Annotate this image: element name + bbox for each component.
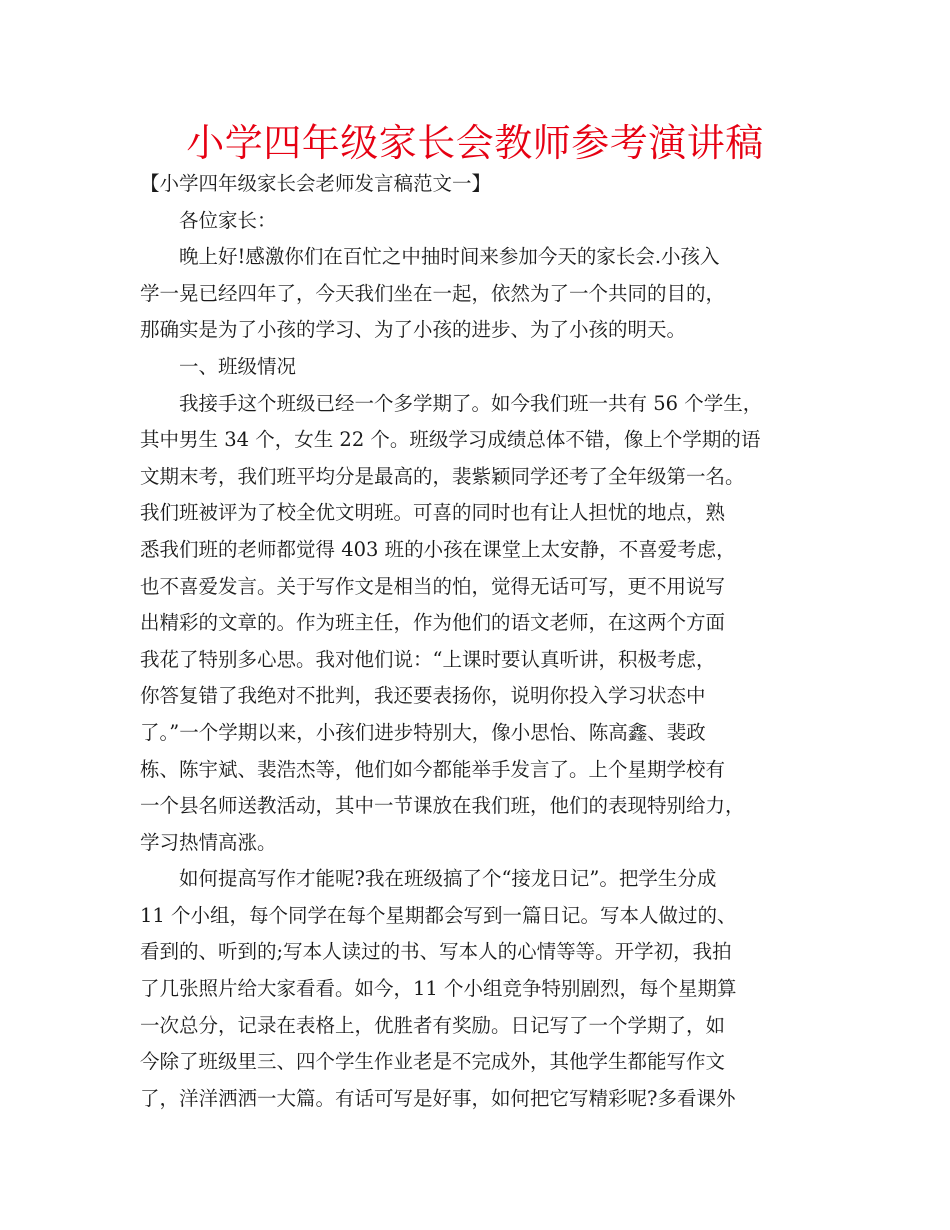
- paragraph-line: 看到的、听到的;写本人读过的书、写本人的心情等等。开学初，我拍: [140, 940, 732, 964]
- paragraph-line: 其中男生 34 个，女生 22 个。班级学习成绩总体不错，像上个学期的语: [140, 428, 761, 452]
- document-body: [140, 166, 820, 1117]
- paragraph-line: 今除了班级里三、四个学生作业老是不完成外，其他学生都能写作文: [140, 1050, 726, 1074]
- paragraph-line: 了几张照片给大家看看。如今，11 个小组竞争特别剧烈，每个星期算: [140, 977, 737, 1001]
- paragraph-line: 那确实是为了小孩的学习、为了小孩的进步、为了小孩的明天。: [140, 318, 687, 342]
- paragraph-line: 一个县名师送教活动，其中一节课放在我们班，他们的表现特别给力，: [140, 794, 745, 818]
- paragraph-line: 我花了特别多心思。我对他们说：“上课时要认真听讲，积极考虑，: [140, 647, 716, 671]
- paragraph-line: 11 个小组，每个同学在每个星期都会写到一篇日记。写本人做过的、: [140, 903, 737, 927]
- document-subtitle: [140, 166, 820, 203]
- paragraph-line: 了，洋洋洒洒一大篇。有话可写是好事，如何把它写精彩呢?多看课外: [140, 1086, 736, 1110]
- paragraph-class-status: [140, 386, 820, 862]
- section-heading: [140, 349, 820, 386]
- paragraph-line: 我们班被评为了校全优文明班。可喜的同时也有让人担忧的地点，熟: [140, 501, 726, 525]
- paragraph-line: 学一晃已经四年了，今天我们坐在一起，依然为了一个共同的目的，: [140, 281, 726, 305]
- paragraph-line: 出精彩的文章的。作为班主任，作为他们的语文老师，在这两个方面: [140, 611, 726, 635]
- salutation-line: 各位家长：: [179, 208, 277, 232]
- subtitle-line: 【小学四年级家长会老师发言稿范文一】: [140, 172, 492, 195]
- paragraph-line: 也不喜爱发言。关于写作文是相当的怕，觉得无话可写，更不用说写: [140, 574, 726, 598]
- paragraph-line: 你答复错了我绝对不批判，我还要表扬你，说明你投入学习状态中: [140, 684, 706, 708]
- paragraph-line: 如何提高写作才能呢?我在班级搞了个“接龙日记”。把学生分成: [179, 867, 717, 891]
- document-title: 小学四年级家长会教师参考演讲稿: [186, 121, 764, 165]
- paragraph-writing: [140, 861, 820, 1117]
- paragraph-line: 学习热情高涨。: [140, 830, 277, 854]
- salutation: [140, 203, 820, 240]
- paragraph-greeting: [140, 239, 820, 349]
- paragraph-line: 我接手这个班级已经一个多学期了。如今我们班一共有 56 个学生，: [179, 391, 763, 415]
- paragraph-line: 文期末考，我们班平均分是最高的，裴紫颖同学还考了全年级第一名。: [140, 464, 745, 488]
- section-heading-line: 一、班级情况: [179, 354, 297, 378]
- paragraph-line: 了。”一个学期以来，小孩们进步特别大，像小思怡、陈高鑫、裴政: [140, 720, 706, 744]
- paragraph-line: 栋、陈宇斌、裴浩杰等，他们如今都能举手发言了。上个星期学校有: [140, 757, 726, 781]
- paragraph-line: 悉我们班的老师都觉得 403 班的小孩在课堂上太安静，不喜爱考虑，: [140, 537, 736, 561]
- paragraph-line: 一次总分，记录在表格上，优胜者有奖励。日记写了一个学期了，如: [140, 1013, 726, 1037]
- paragraph-line: 晚上好!感激你们在百忙之中抽时间来参加今天的家长会.小孩入: [179, 245, 720, 269]
